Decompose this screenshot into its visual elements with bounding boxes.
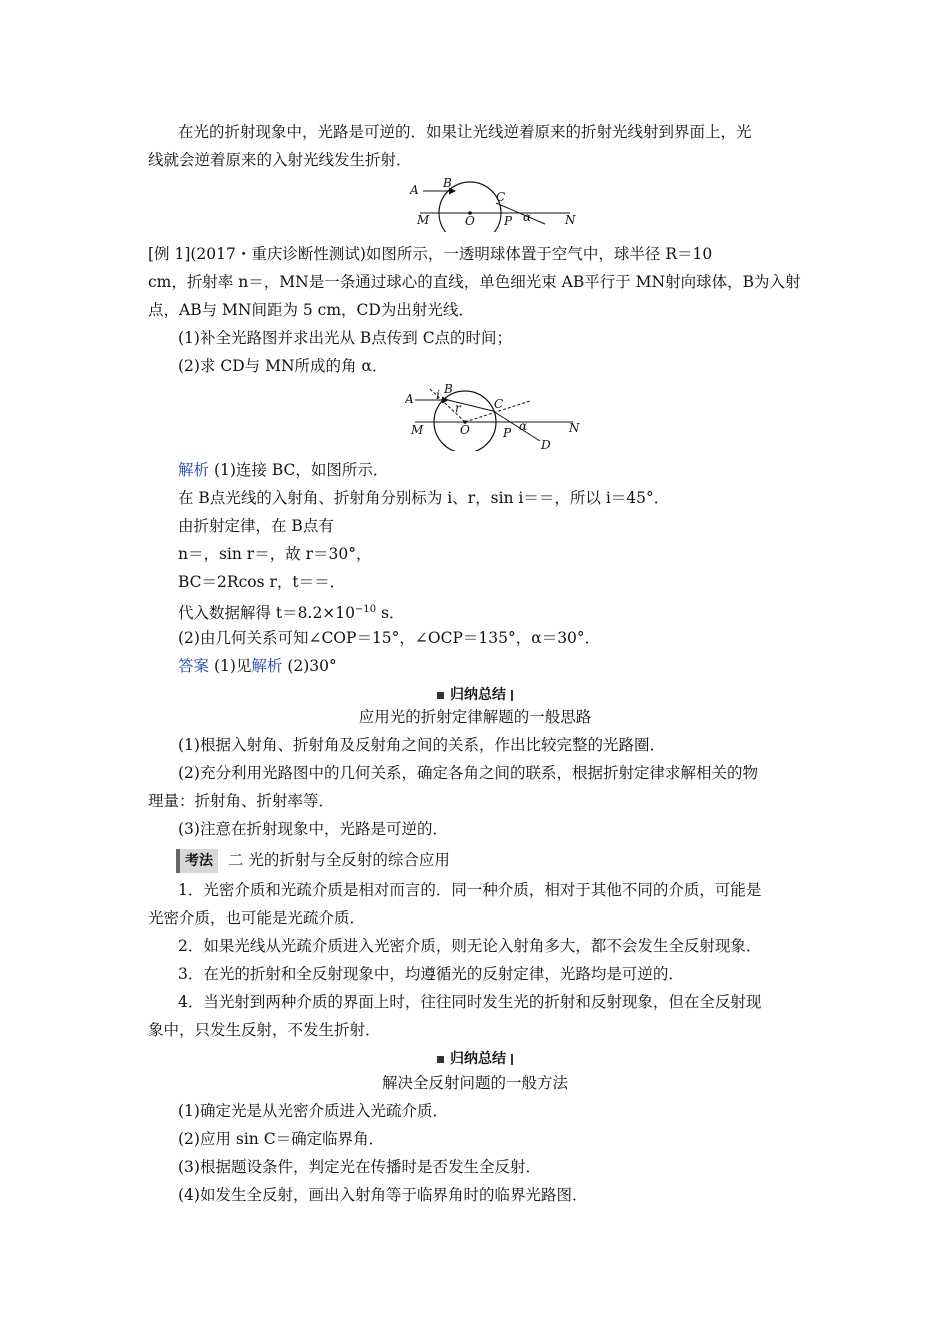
solution-line-6 bbox=[178, 599, 405, 624]
summary-2-heading-text: 归纳总结 bbox=[450, 1051, 506, 1067]
solution-line-4: n＝，sin r＝，故 r＝30°， bbox=[178, 545, 372, 563]
label-p: P bbox=[503, 426, 512, 440]
figure-1-refraction-diagram bbox=[405, 176, 590, 232]
section-title: 二 光的折射与全反射的综合应用 bbox=[228, 851, 450, 869]
label-c: C bbox=[494, 397, 504, 411]
solution-line-2: 在 B点光线的入射角、折射角分别标为 i、r，sin i＝＝，所以 i＝45°． bbox=[178, 489, 670, 507]
summary-2-item-3: (3)根据题设条件，判定光在传播时是否发生全反射． bbox=[178, 1158, 541, 1176]
label-n: N bbox=[565, 213, 576, 227]
intro-line-1: 在光的折射现象中，光路是可逆的．如果让光线逆着原来的折射光线射到界面上，光 bbox=[178, 123, 752, 141]
answer-label: 答案 bbox=[178, 657, 210, 675]
answer-link[interactable]: 解析 bbox=[251, 657, 283, 675]
label-o: O bbox=[460, 423, 470, 437]
label-r: r bbox=[455, 401, 461, 415]
section-tag: 考法 bbox=[176, 849, 218, 873]
section-2-item-1: 1．光密介质和光疏介质是相对而言的．同一种介质，相对于其他不同的介质，可能是 bbox=[178, 881, 762, 899]
label-m: M bbox=[417, 213, 430, 227]
ray-cd bbox=[493, 411, 540, 441]
summary-2-item-2: (2)应用 sin C＝确定临界角． bbox=[178, 1130, 385, 1148]
label-a: A bbox=[405, 392, 414, 406]
label-alpha: α bbox=[519, 419, 528, 433]
section-2-item-4: 4．当光射到两种介质的界面上时，往往同时发生光的折射和反射现象，但在全反射现 bbox=[178, 993, 762, 1011]
label-i: i bbox=[436, 388, 440, 402]
solution-text-1: (1)连接 BC，如图所示． bbox=[209, 461, 389, 479]
label-m: M bbox=[411, 423, 424, 437]
summary-1-heading bbox=[0, 683, 950, 706]
figure-2-refraction-diagram bbox=[405, 381, 590, 451]
label-n: N bbox=[569, 421, 580, 435]
summary-2-item-1: (1)确定光是从光密介质进入光疏介质． bbox=[178, 1102, 448, 1120]
solution-line-3: 由折射定律，在 B点有 bbox=[178, 517, 334, 535]
answer-part-2: (2)30° bbox=[282, 657, 337, 675]
solution-label: 解析 bbox=[178, 461, 210, 479]
summary-2-title: 解决全反射问题的一般方法 bbox=[381, 1074, 568, 1092]
summary-1-heading-text: 归纳总结 bbox=[450, 687, 506, 703]
example-line-2: cm，折射率 n＝，MN是一条通过球心的直线，单色细光束 AB平行于 MN射向球体，B为入射 bbox=[148, 273, 801, 291]
summary-1-item-1: (1)根据入射角、折射角及反射角之间的关系，作出比较完整的光路圈． bbox=[178, 736, 665, 754]
section-2-item-1-cont: 光密介质，也可能是光疏介质． bbox=[148, 909, 366, 927]
section-2-item-2: 2．如果光线从光疏介质进入光密介质，则无论入射角多大，都不会发生全反射现象． bbox=[178, 937, 762, 955]
solution-line-1 bbox=[148, 459, 388, 481]
answer-part-1: (1)见 bbox=[209, 657, 252, 675]
label-b: B bbox=[444, 382, 453, 396]
question-1: (1)补全光路图并求出光从 B点传到 C点的时间； bbox=[178, 329, 513, 347]
question-2: (2)求 CD与 MN所成的角 α． bbox=[178, 357, 388, 375]
solution-text-6: 代入数据解得 t＝8.2×10 bbox=[178, 604, 356, 623]
example-line-1: [例 1](2017・重庆诊断性测试)如图所示，一透明球体置于空气中，球半径 R＝10 bbox=[148, 245, 713, 263]
exponent: −10 bbox=[355, 604, 377, 615]
example-line-3: 点，AB与 MN间距为 5 cm，CD为出射光线． bbox=[148, 301, 474, 319]
summary-2-heading bbox=[0, 1047, 950, 1070]
label-b: B bbox=[443, 176, 452, 190]
label-p: P bbox=[504, 214, 513, 228]
section-2-heading bbox=[176, 849, 450, 873]
section-2-item-3: 3．在光的折射和全反射现象中，均遵循光的反射定律，光路均是可逆的． bbox=[178, 965, 684, 983]
summary-1-item-3: (3)注意在折射现象中，光路是可逆的． bbox=[178, 820, 448, 838]
solution-line-5: BC＝2Rcos r，t＝＝． bbox=[178, 573, 346, 591]
intro-line-2: 线就会逆着原来的入射光线发生折射． bbox=[148, 151, 412, 169]
section-2-item-4-cont: 象中，只发生反射，不发生折射． bbox=[148, 1021, 381, 1039]
label-d: D bbox=[541, 438, 551, 451]
label-o: O bbox=[465, 214, 475, 228]
summary-1-title: 应用光的折射定律解题的一般思路 bbox=[358, 708, 592, 726]
answer-line bbox=[178, 655, 337, 677]
summary-2-item-4: (4)如发生全反射，画出入射角等于临界角时的临界光路图． bbox=[178, 1186, 588, 1204]
solution-line-7: (2)由几何关系可知∠COP＝15°，∠OCP＝135°，α＝30°． bbox=[178, 629, 601, 647]
summary-1-item-2-cont: 理量：折射角、折射率等． bbox=[148, 792, 335, 810]
label-c: C bbox=[496, 190, 506, 204]
solution-text-6-tail: s． bbox=[376, 604, 405, 623]
label-alpha: α bbox=[523, 210, 532, 224]
summary-1-item-2: (2)充分利用光路图中的几何关系，确定各角之间的联系，根据折射定律求解相关的物 bbox=[178, 764, 758, 782]
label-a: A bbox=[410, 183, 419, 197]
